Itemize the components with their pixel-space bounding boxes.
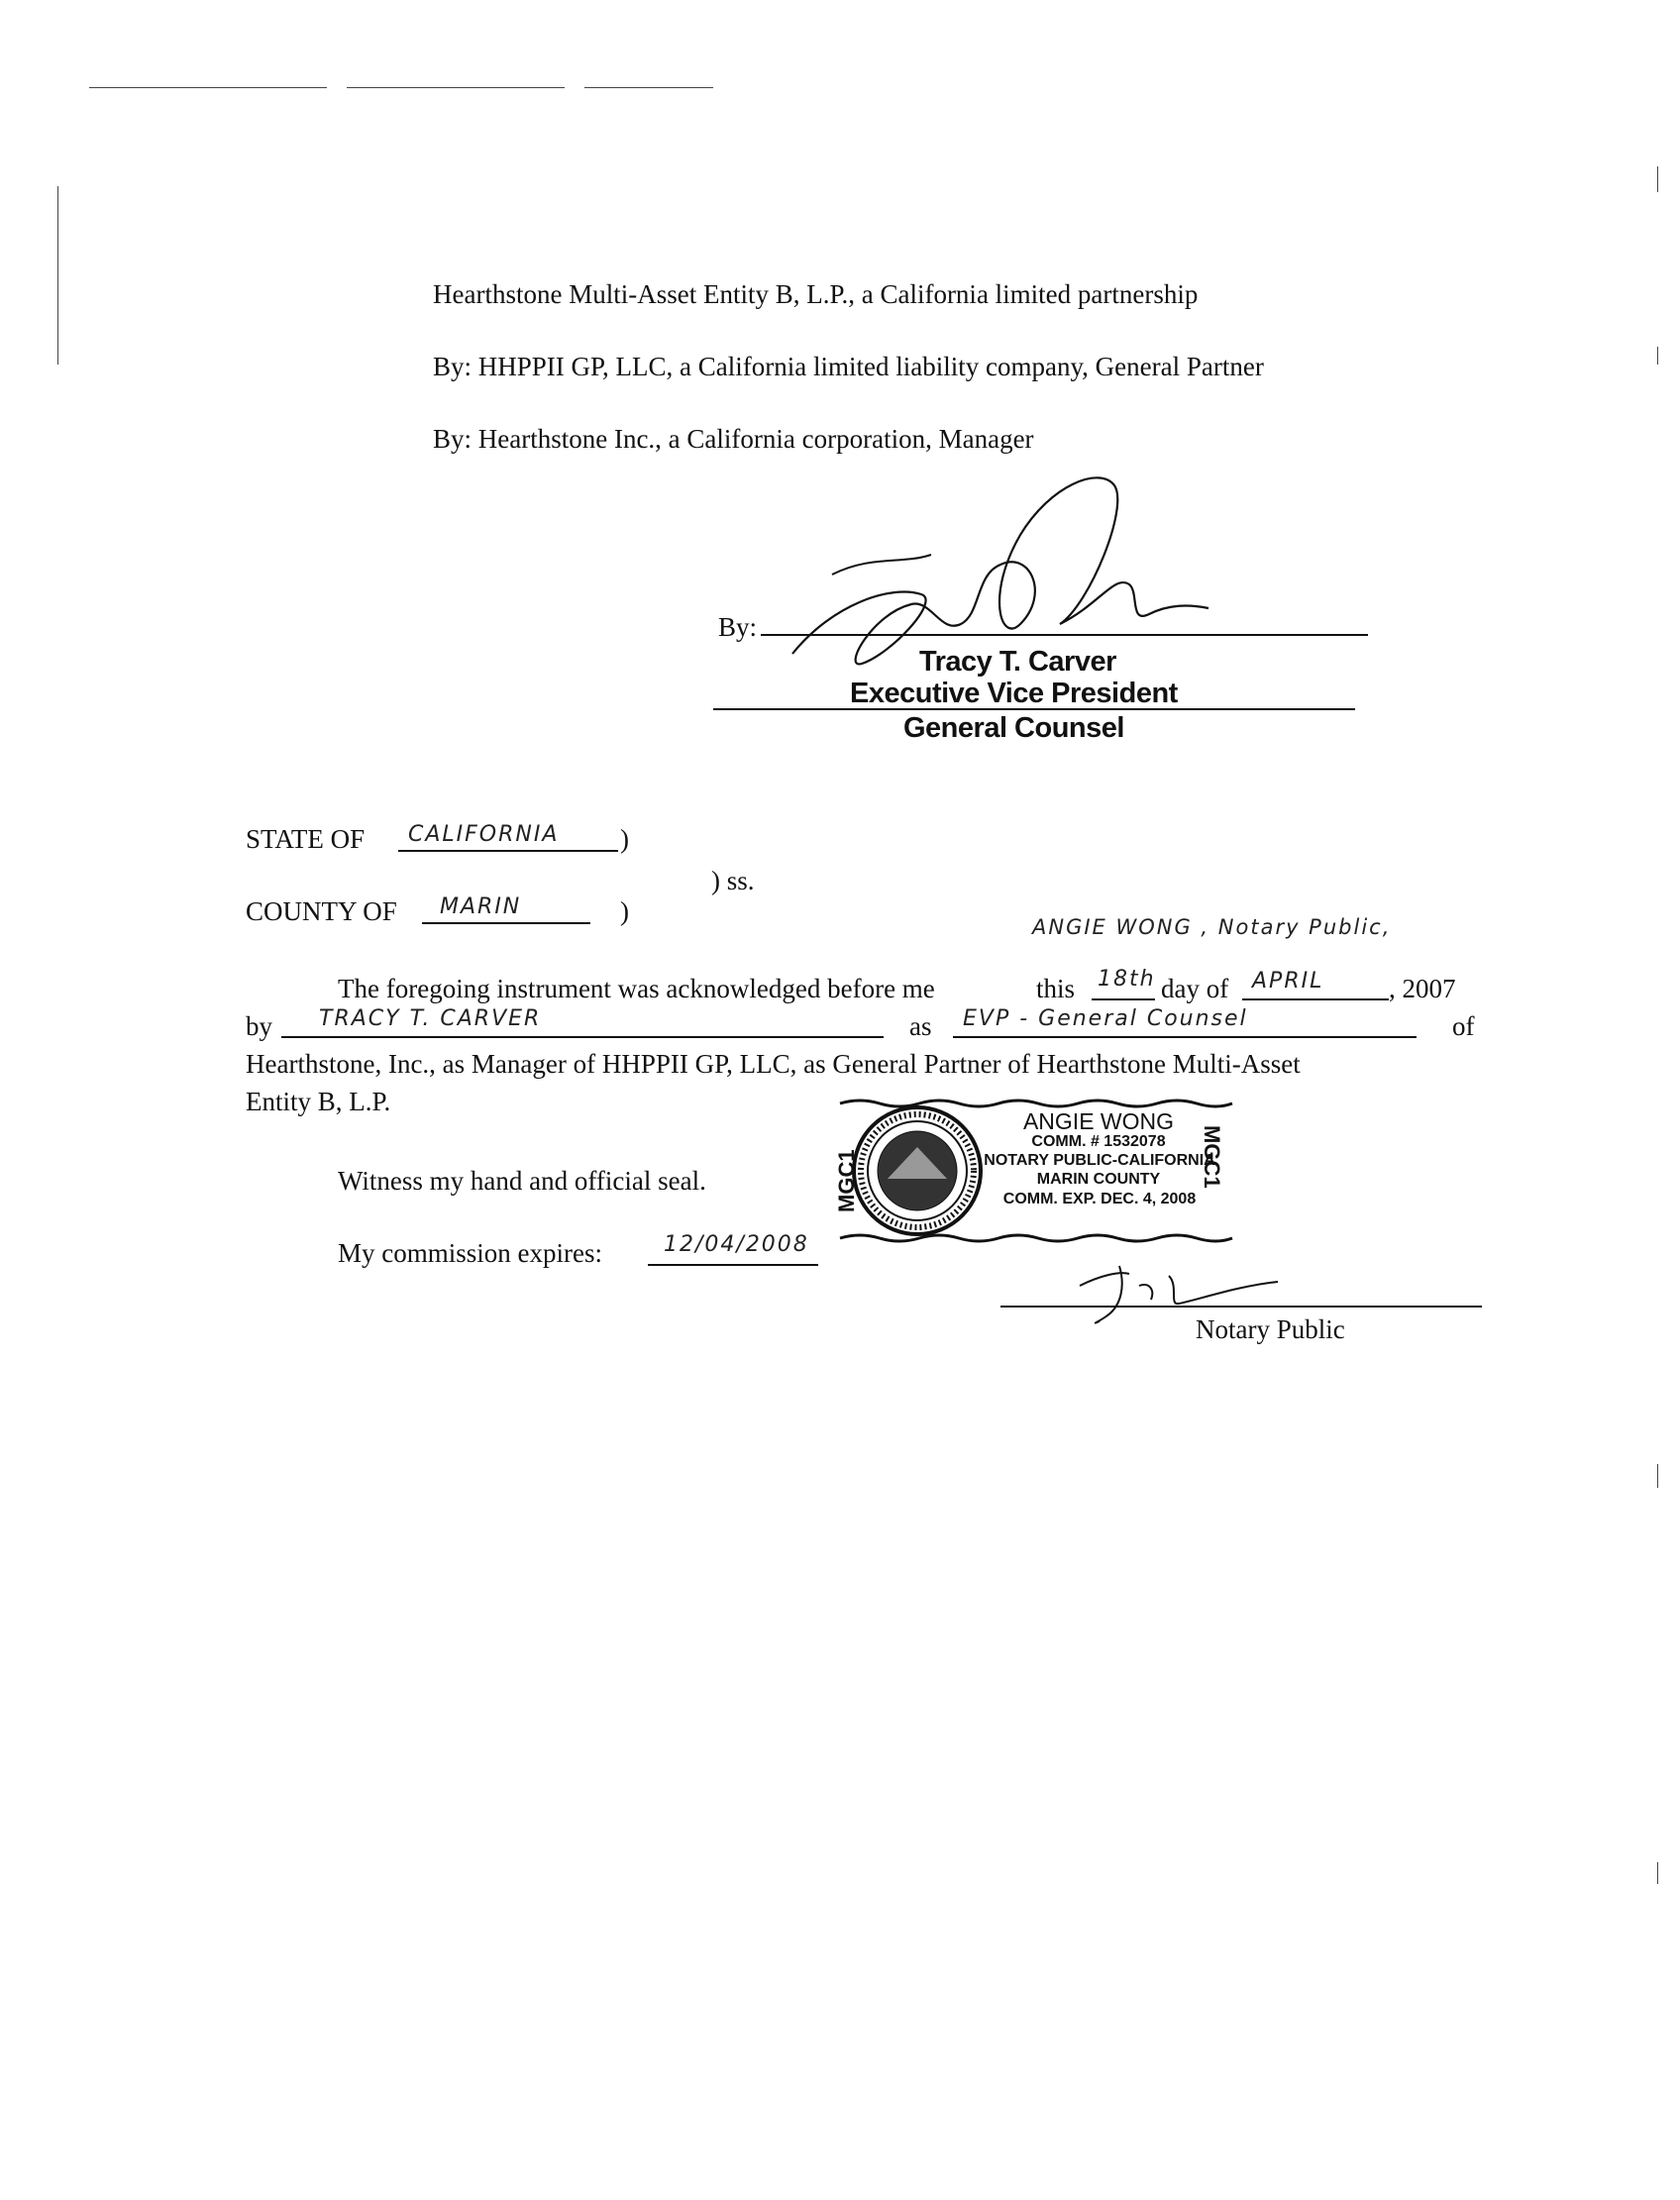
- scan-mark: [1657, 1464, 1658, 1488]
- by-blank: [281, 1036, 884, 1038]
- scan-mark: [1657, 347, 1658, 365]
- scan-mark: [347, 87, 565, 88]
- ss-label: ) ss.: [711, 866, 755, 895]
- commission-label: My commission expires:: [338, 1238, 602, 1268]
- county-paren: ): [620, 896, 629, 926]
- day-blank: [1092, 998, 1155, 1000]
- stamp-side-right: MGC1: [1200, 1125, 1224, 1189]
- stamp-notary-state: NOTARY PUBLIC-CALIFORNIA: [984, 1152, 1215, 1169]
- signer-title: Executive Vice President: [850, 678, 1178, 709]
- scan-mark: [57, 186, 58, 365]
- ack-text-4: Entity B, L.P.: [246, 1087, 391, 1116]
- ack-as: as: [909, 1011, 932, 1041]
- county-blank: [422, 922, 590, 924]
- stamp-side-left: MGC1: [834, 1149, 859, 1212]
- stamp-commission-number: COMM. # 1532078: [1031, 1133, 1166, 1150]
- day-value: 18th: [1098, 967, 1156, 992]
- ack-text-3: Hearthstone, Inc., as Manager of HHPPII GP, LLC, as General Partner of Hearthstone Multi-Asset: [246, 1049, 1301, 1079]
- commission-value: 12/04/2008: [664, 1232, 809, 1257]
- witness-text: Witness my hand and official seal.: [338, 1166, 706, 1196]
- commission-blank: [648, 1264, 818, 1266]
- ack-by: by: [246, 1011, 272, 1041]
- state-paren: ): [620, 824, 629, 854]
- state-value: CALIFORNIA: [408, 822, 560, 847]
- by-label: By:: [718, 612, 758, 642]
- signer-title-2: General Counsel: [903, 712, 1124, 744]
- ack-year: , 2007: [1389, 974, 1456, 1003]
- notary-signature-line: [1000, 1306, 1482, 1308]
- ack-day-of: day of: [1161, 974, 1229, 1003]
- capacity-value: EVP - General Counsel: [963, 1006, 1248, 1031]
- general-partner-line: By: HHPPII GP, LLC, a California limited liability company, General Partner: [433, 352, 1264, 381]
- stamp-county: MARIN COUNTY: [1036, 1171, 1161, 1188]
- county-value: MARIN: [440, 894, 522, 919]
- stamp-notary-name: ANGIE WONG: [1022, 1108, 1175, 1134]
- state-blank: [398, 850, 618, 852]
- as-blank: [953, 1036, 1417, 1038]
- county-label: COUNTY OF: [246, 896, 397, 926]
- entity-name-line: Hearthstone Multi-Asset Entity B, L.P., a California limited partnership: [433, 279, 1199, 309]
- manager-line: By: Hearthstone Inc., a California corporation, Manager: [433, 424, 1034, 454]
- state-label: STATE OF: [246, 824, 366, 854]
- notary-seal-stamp: [836, 1096, 1236, 1244]
- signer-name: Tracy T. Carver: [919, 646, 1116, 678]
- ack-text-1: The foregoing instrument was acknowledged before me: [338, 974, 935, 1003]
- scan-mark: [1657, 166, 1658, 192]
- ack-this: this: [1036, 974, 1076, 1003]
- notary-insert-note: ANGIE WONG , Notary Public,: [1032, 915, 1392, 939]
- notary-public-label: Notary Public: [1196, 1314, 1345, 1344]
- ack-of: of: [1452, 1011, 1475, 1041]
- stamp-expiration: COMM. EXP. DEC. 4, 2008: [1002, 1191, 1197, 1207]
- scan-mark: [89, 87, 327, 88]
- signer-handwritten-name: TRACY T. CARVER: [319, 1006, 542, 1031]
- month-blank: [1242, 998, 1389, 1000]
- scan-mark: [1657, 1862, 1658, 1884]
- scan-mark: [584, 87, 713, 88]
- month-value: APRIL: [1252, 969, 1324, 994]
